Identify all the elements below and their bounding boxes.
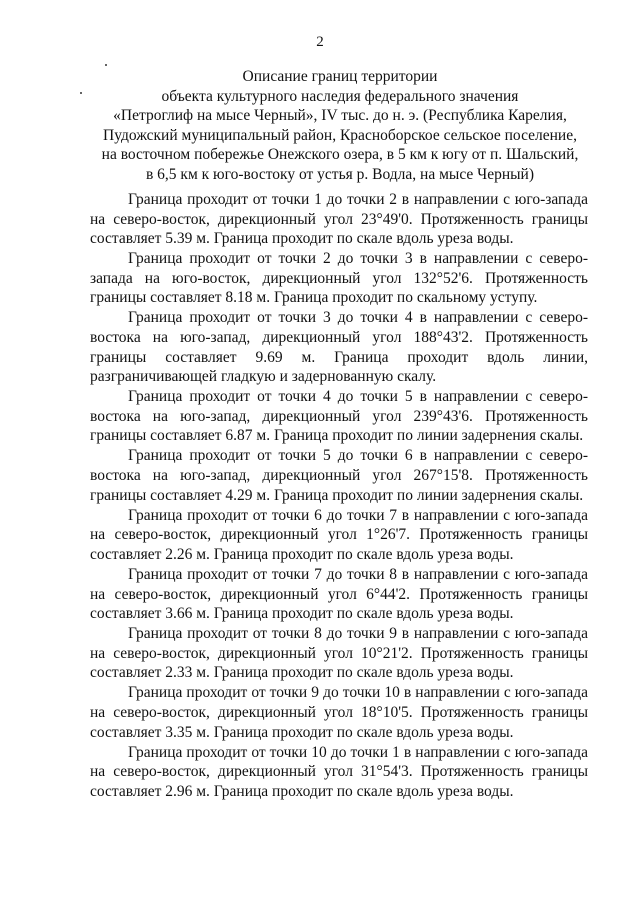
boundary-segment-paragraph: Граница проходит от точки 5 до точки 6 в направлении с северо-востока на юго-запад, дирекционный угол 267°15'8. Протяженность границы составляет 4.29 м. Граница проходит по линии задернения скалы. xyxy=(90,447,588,504)
boundary-description xyxy=(90,190,588,802)
title-line: в 6,5 км к юго-востоку от устья р. Водла, на мысе Черный) xyxy=(145,165,535,183)
title-line: Описание границ территории xyxy=(242,68,438,85)
boundary-segment-paragraph: Граница проходит от точки 4 до точки 5 в направлении с северо-востока на юго-запад, дирекционный угол 239°43'6. Протяженность границы составляет 6.87 м. Граница проходит по линии задернения скалы. xyxy=(90,388,588,445)
title-line: на восточном побережье Онежского озера, в 5 км к югу от п. Шальский, xyxy=(101,146,579,163)
boundary-segment-paragraph: Граница проходит от точки 1 до точки 2 в направлении с юго-запада на северо-восток, дирекционный угол 23°49'0. Протяженность границы составляет 5.39 м. Граница проходит по скале вдоль уреза воды. xyxy=(90,191,588,248)
title-line: объекта культурного наследия федерального значения xyxy=(161,87,519,105)
boundary-segment-paragraph: Граница проходит от точки 7 до точки 8 в направлении с юго-запада на северо-восток, дирекционный угол 6°44'2. Протяженность границы составляет 3.66 м. Граница проходит по скале вдоль уреза воды. xyxy=(90,565,588,623)
boundary-segment-paragraph: Граница проходит от точки 8 до точки 9 в направлении с юго-запада на северо-восток, дирекционный угол 10°21'2. Протяженность границы составляет 2.33 м. Граница проходит по скале вдоль уреза воды. xyxy=(90,625,588,682)
page-number: 2 xyxy=(316,34,324,50)
title-line: «Петроглиф на мысе Черный», IV тыс. до н. э. (Республика Карелия, xyxy=(113,107,567,124)
boundary-segment-paragraph: Граница проходит от точки 6 до точки 7 в направлении с юго-запада на северо-восток, дирекционный угол 1°26'7. Протяженность границы составляет 2.26 м. Граница проходит по скале вдоль уреза воды. xyxy=(90,506,588,563)
boundary-segment-paragraph: Граница проходит от точки 10 до точки 1 в направлении с юго-запада на северо-восток, дирекционный угол 31°54'3. Протяженность границы составляет 2.96 м. Граница проходит по скале вдоль уреза воды. xyxy=(90,743,588,800)
boundary-segment-paragraph: Граница проходит от точки 2 до точки 3 в направлении с северо-запада на юго-восток, дирекционный угол 132°52'6. Протяженность границы составляет 8.18 м. Граница проходит по скальному уступу. xyxy=(90,250,588,307)
boundary-segment-paragraph: Граница проходит от точки 3 до точки 4 в направлении с северо-востока на юго-запад, дирекционный угол 188°43'2. Протяженность границы составляет 9.69 м. Граница проходит вдоль линии, разграничивающей гладкую и задернованную скалу. xyxy=(90,309,588,386)
boundary-segment-paragraph: Граница проходит от точки 9 до точки 10 в направлении с юго-запада на северо-восток, дирекционный угол 18°10'5. Протяженность границы составляет 3.35 м. Граница проходит по скале вдоль уреза воды. xyxy=(90,684,588,741)
title-line: Пудожский муниципальный район, Красноборское сельское поселение, xyxy=(103,126,577,144)
scan-speck xyxy=(105,64,107,66)
document-title xyxy=(60,67,620,184)
